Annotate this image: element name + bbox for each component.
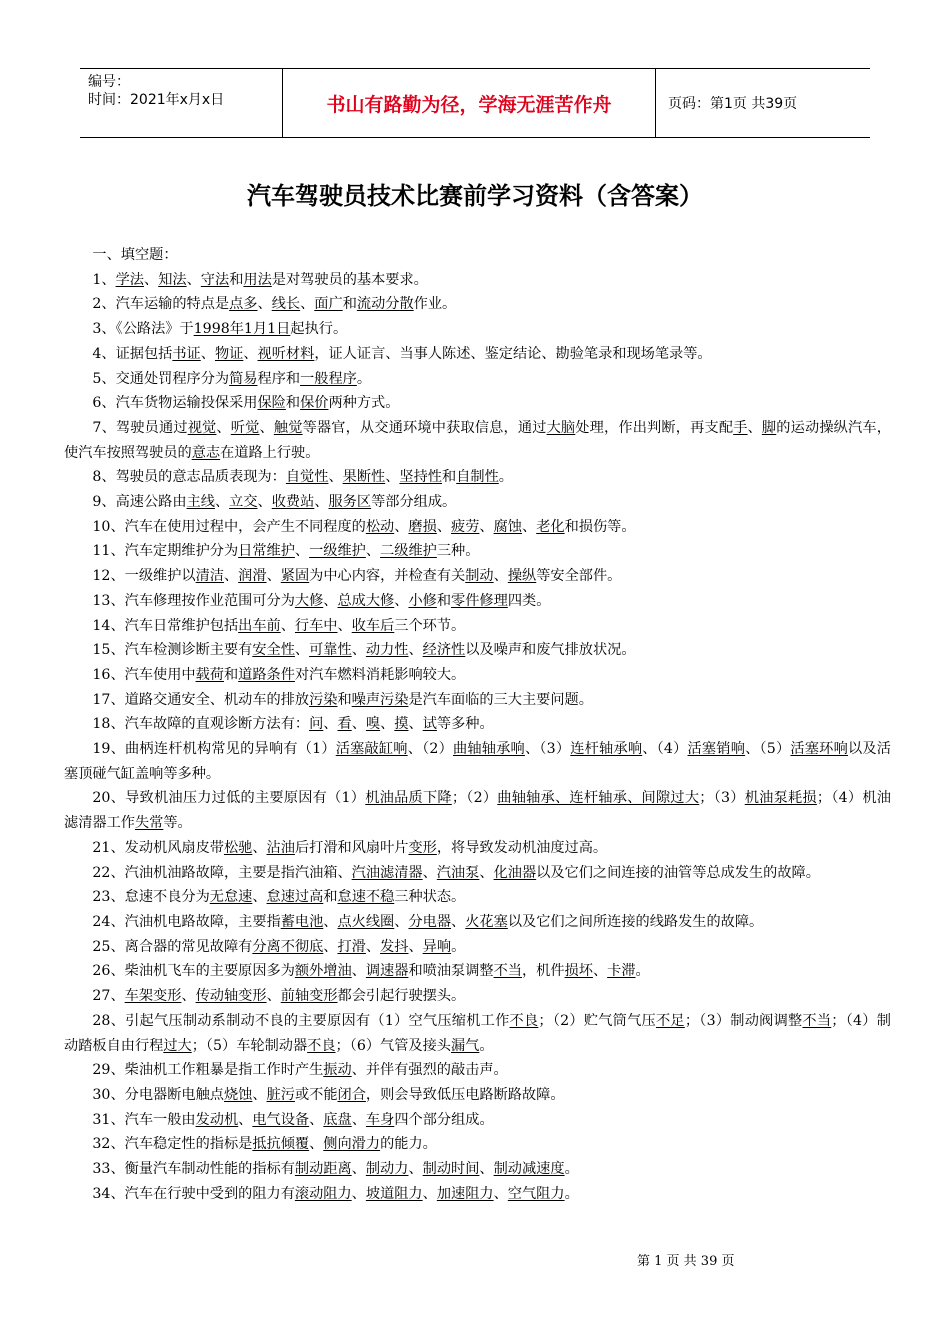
- question-item: 20、导致机油压力过低的主要原因有（1）机油品质下降；（2）曲轴轴承、连杆轴承、间隙过大；（3）机油泵耗损；（4）机油滤清器工作失常等。: [64, 790, 891, 832]
- question-item: 4、证据包括书证、物证、视听材料，证人证言、当事人陈述、鉴定结论、勘验笔录和现场笔录等。: [92, 345, 712, 362]
- question-item: 24、汽油机电路故障，主要指蓄电池、点火线圈、分电器、火花塞以及它们之间所连接的线路发生的故障。: [92, 913, 764, 930]
- question-item: 16、汽车使用中载荷和道路条件对汽车燃料消耗影响较大。: [92, 666, 466, 683]
- question-item: 18、汽车故障的直观诊断方法有：问、看、嗅、摸、试等多种。: [92, 716, 494, 733]
- header-meta: [80, 69, 283, 137]
- question-item: 23、怠速不良分为无怠速、怠速过高和怠速不稳三种状态。: [92, 889, 466, 906]
- question-item: 28、引起气压制动系制动不良的主要原因有（1）空气压缩机工作不良；（2）贮气筒气压不足；（3）制动阀调整不当；（4）制动踏板自由行程过大；（5）车轮制动器不良；（6）气管及接头漏气。: [64, 1012, 891, 1054]
- question-item: 33、衡量汽车制动性能的指标有制动距离、制动力、制动时间、制动减速度。: [92, 1161, 579, 1178]
- header-motto: 书山有路勤为径，学海无涯苦作舟: [283, 69, 656, 137]
- question-item: 25、离合器的常见故障有分离不彻底、打滑、发抖、异响。: [92, 938, 466, 955]
- question-item: 29、柴油机工作粗暴是指工作时产生振动、并伴有强烈的敲击声。: [92, 1062, 508, 1079]
- doc-number-label: 编号：: [88, 74, 130, 90]
- question-item: 31、汽车一般由发动机、电气设备、底盘、车身四个部分组成。: [92, 1111, 494, 1128]
- question-item: 26、柴油机飞车的主要原因多为额外增油、调速器和喷油泵调整不当，机件损坏、卡滞。: [92, 963, 650, 980]
- question-item: 6、汽车货物运输投保采用保险和保价两种方式。: [92, 395, 400, 412]
- section-heading: 一、填空题：: [92, 247, 178, 263]
- question-item: 21、发动机风扇皮带松驰、沾油后打滑和风扇叶片变形，将导致发动机油度过高。: [92, 839, 608, 856]
- question-item: 9、高速公路由主线、立交、收费站、服务区等部分组成。: [92, 494, 457, 511]
- header-page-label: 页码：第1页 共39页: [668, 96, 798, 112]
- doc-date-label: 时间：2021年x月x日: [88, 92, 225, 108]
- question-item: 22、汽油机油路故障，主要是指汽油箱、汽油滤清器、汽油泵、化油器以及它们之间连接的油管等总成发生的故障。: [92, 864, 820, 881]
- question-item: 10、汽车在使用过程中，会产生不同程度的松动、磨损、疲劳、腐蚀、老化和损伤等。: [92, 518, 636, 535]
- document-title: 汽车驾驶员技术比赛前学习资料（含答案）: [247, 182, 703, 210]
- question-item: 12、一级维护以清洁、润滑、紧固为中心内容，并检查有关制动、操纵等安全部件。: [92, 568, 622, 585]
- question-item: 2、汽车运输的特点是点多、线长、面广和流动分散作业。: [92, 296, 457, 313]
- question-item: 3、《公路法》于1998年1月1日起执行。: [92, 321, 348, 338]
- question-item: 8、驾驶员的意志品质表现为：自觉性、果断性、坚持性和自制性。: [92, 469, 513, 486]
- question-item: 5、交通处罚程序分为简易程序和一般程序。: [92, 370, 372, 387]
- question-item: 34、汽车在行驶中受到的阻力有滚动阻力、坡道阻力、加速阻力、空气阻力。: [92, 1185, 579, 1202]
- question-item: 32、汽车稳定性的指标是抵抗倾覆、侧向滑力的能力。: [92, 1136, 437, 1153]
- question-item: 17、道路交通安全、机动车的排放污染和噪声污染是汽车面临的三大主要问题。: [92, 691, 593, 708]
- question-list: [64, 243, 891, 1206]
- question-item: 13、汽车修理按作业范围可分为大修、总成大修、小修和零件修理四类。: [92, 592, 551, 609]
- page-header: [80, 68, 870, 138]
- question-item: 27、车架变形、传动轴变形、前轴变形都会引起行驶摆头。: [92, 988, 466, 1005]
- question-item: 1、学法、知法、守法和用法是对驾驶员的基本要求。: [92, 271, 428, 288]
- question-item: 19、曲柄连杆机构常见的异响有（1）活塞敲缸响、（2）曲轴轴承响、（3）连杆轴承响、（4）活塞销响、（5）活塞环响以及活塞顶碰气缸盖响等多种。: [64, 741, 891, 782]
- question-item: 30、分电器断电触点烧蚀、脏污或不能闭合，则会导致低压电路断路故障。: [92, 1086, 565, 1103]
- footer-page-number: 第 1 页 共 39 页: [637, 1254, 735, 1269]
- question-item: 15、汽车检测诊断主要有安全性、可靠性、动力性、经济性以及噪声和废气排放状况。: [92, 642, 636, 659]
- question-item: 11、汽车定期维护分为日常维护、一级维护、二级维护三种。: [92, 543, 480, 560]
- question-item: 14、汽车日常维护包括出车前、行车中、收车后三个环节。: [92, 617, 466, 634]
- question-item: 7、驾驶员通过视觉、听觉、触觉等器官，从交通环境中获取信息，通过大脑处理，作出判断，再支配手、脚的运动操纵汽车，使汽车按照驾驶员的意志在道路上行驶。: [64, 419, 891, 461]
